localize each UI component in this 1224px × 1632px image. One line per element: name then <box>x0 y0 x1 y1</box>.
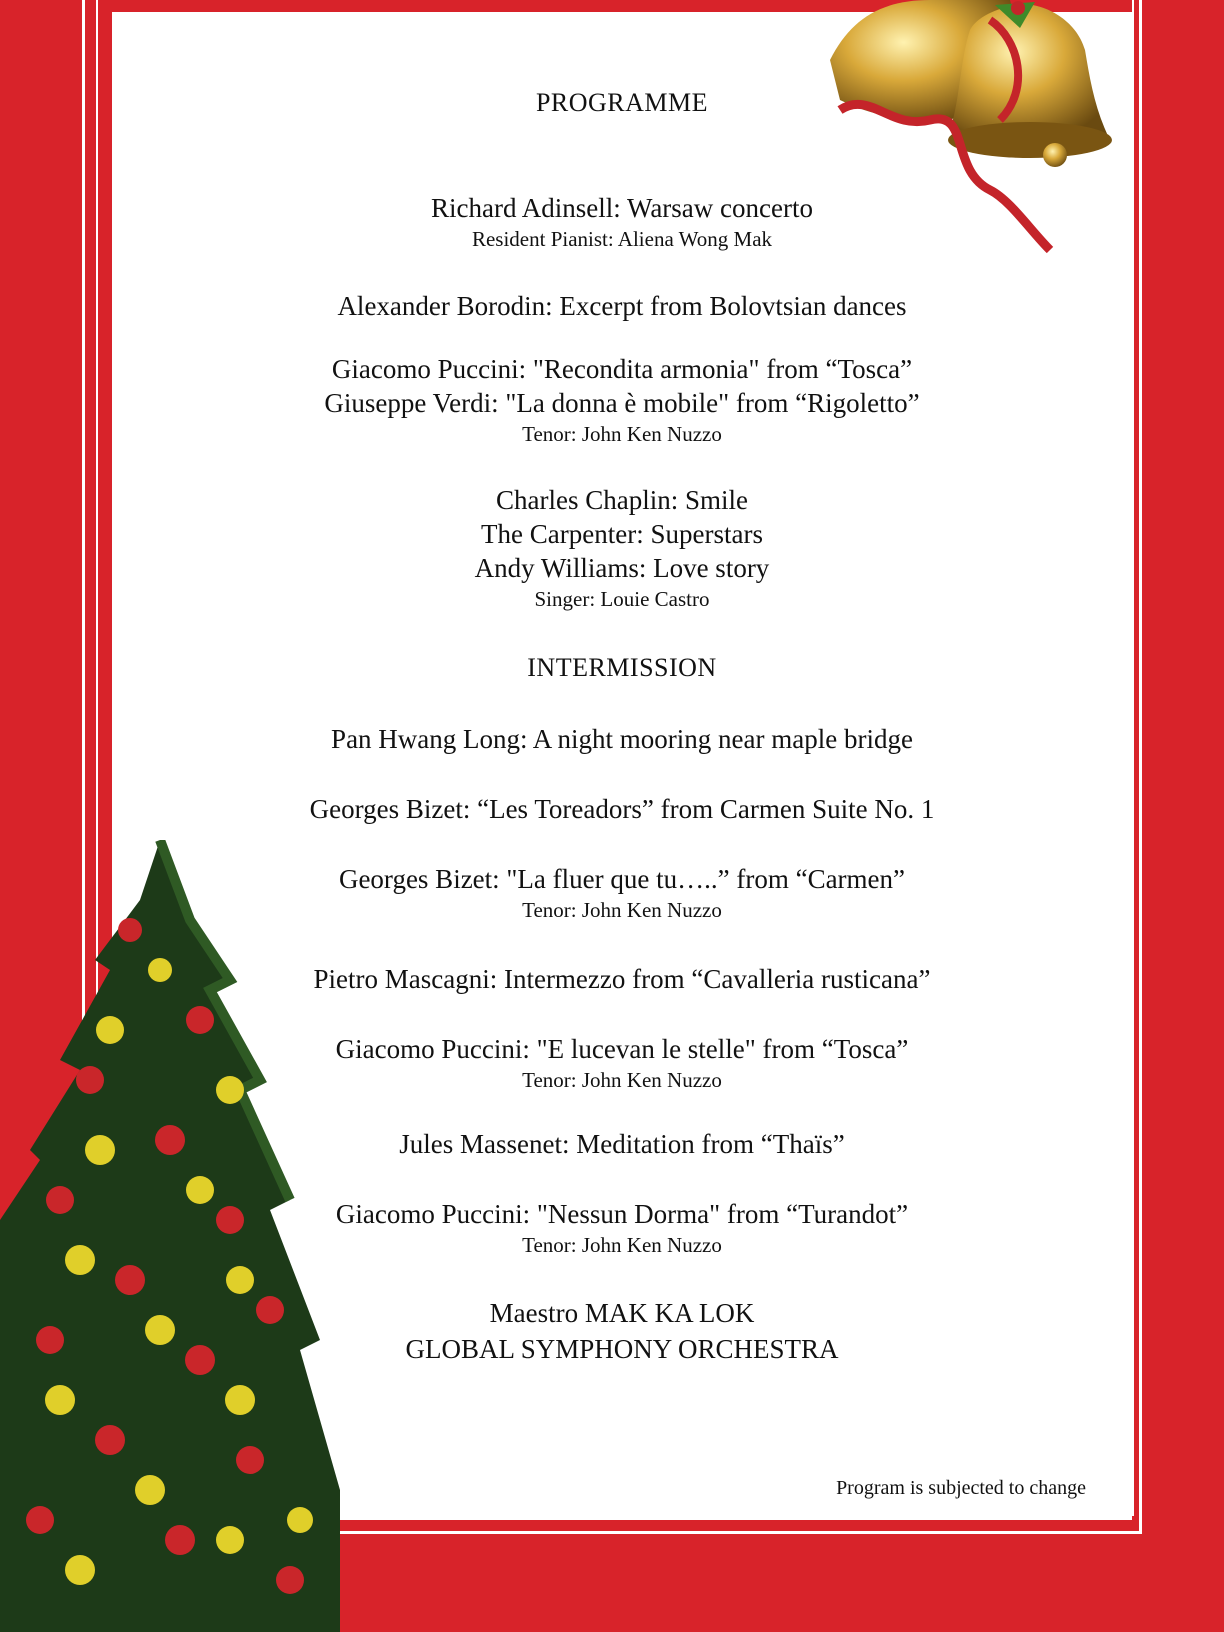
piece-title: Giacomo Puccini: "E lucevan le stelle" from “Tosca” <box>335 1034 909 1064</box>
performer: Tenor: John Ken Nuzzo <box>522 898 722 922</box>
piece-title: Pan Hwang Long: A night mooring near maple bridge <box>331 724 913 754</box>
piece-title: Pietro Mascagni: Intermezzo from “Cavalleria rusticana” <box>313 964 931 994</box>
programme-item <box>112 483 1132 613</box>
piece-title: Jules Massenet: Meditation from “Thaïs” <box>399 1129 845 1159</box>
performer: Singer: Louie Castro <box>534 587 710 611</box>
piece-title: The Carpenter: Superstars <box>481 519 763 549</box>
piece-title: Georges Bizet: "La fluer que tu…..” from “Carmen” <box>338 864 906 894</box>
performer: Tenor: John Ken Nuzzo <box>522 422 722 446</box>
performer: Tenor: John Ken Nuzzo <box>522 1068 722 1092</box>
performer: Resident Pianist: Aliena Wong Mak <box>471 227 773 251</box>
piece-title: Georges Bizet: “Les Toreadors” from Carmen Suite No. 1 <box>309 794 935 824</box>
programme-item <box>112 352 1132 448</box>
christmas-tree-icon <box>0 840 340 1632</box>
piece-title: Richard Adinsell: Warsaw concerto <box>431 193 813 223</box>
programme-item <box>112 792 1132 826</box>
change-notice: Program is subjected to change <box>836 1477 1086 1499</box>
programme-item <box>112 289 1132 323</box>
conductor-name: Maestro MAK KA LOK <box>489 1298 755 1328</box>
programme-title: PROGRAMME <box>535 88 709 117</box>
orchestra-name: GLOBAL SYMPHONY ORCHESTRA <box>405 1334 839 1364</box>
performer: Tenor: John Ken Nuzzo <box>522 1233 722 1257</box>
piece-title: Andy Williams: Love story <box>474 553 770 583</box>
piece-title: Alexander Borodin: Excerpt from Bolovtsian dances <box>337 291 907 321</box>
bell-icon <box>820 0 1160 260</box>
piece-title: Giacomo Puccini: "Recondita armonia" from “Tosca” <box>331 354 913 384</box>
piece-title: Giacomo Puccini: "Nessun Dorma" from “Turandot” <box>335 1199 909 1229</box>
programme-item <box>112 722 1132 756</box>
piece-title: Giuseppe Verdi: "La donna è mobile" from “Rigoletto” <box>324 388 920 418</box>
piece-title: Charles Chaplin: Smile <box>496 485 748 515</box>
intermission-heading: INTERMISSION <box>527 653 717 682</box>
